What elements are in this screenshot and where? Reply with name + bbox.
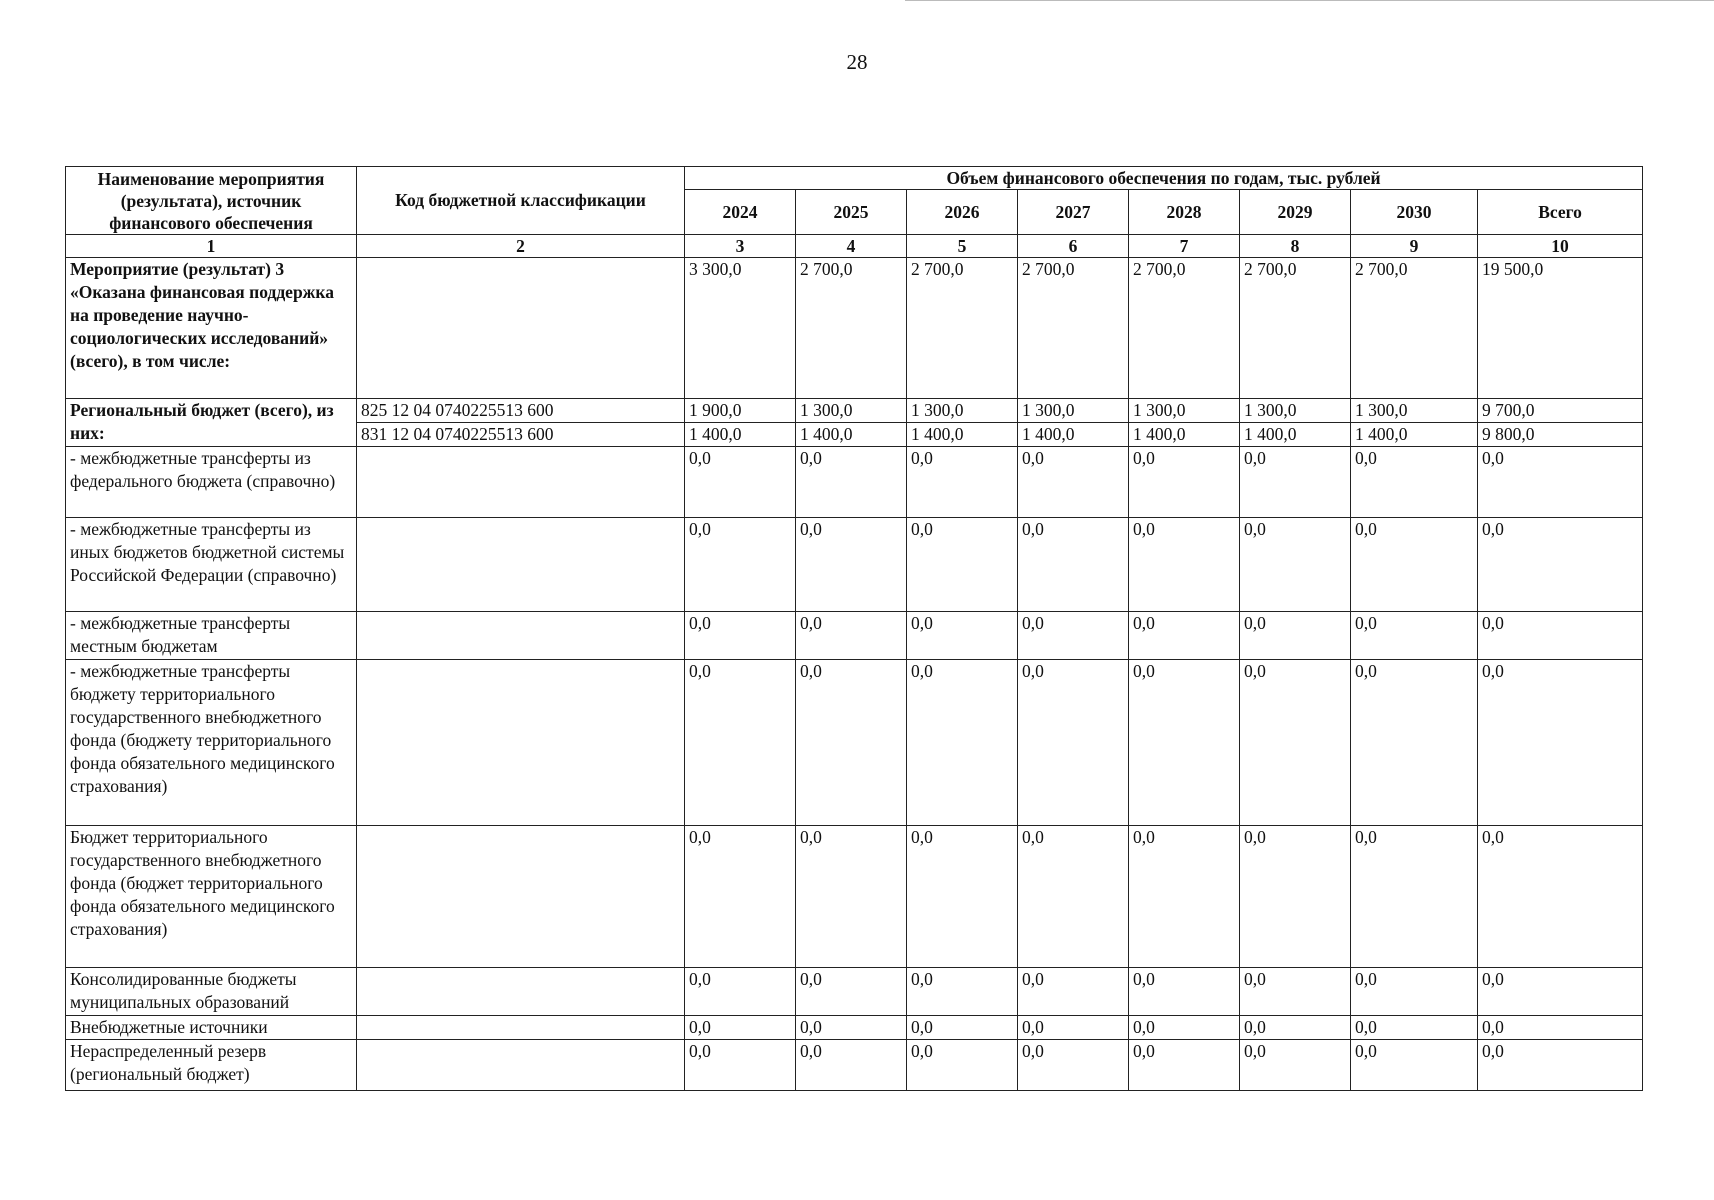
cell-value: 0,0 <box>1351 1040 1478 1091</box>
header-year: 2030 <box>1351 190 1478 235</box>
header-row-1 <box>66 167 1643 190</box>
table-row <box>66 660 1643 826</box>
header-year: 2025 <box>796 190 907 235</box>
table-row <box>66 518 1643 612</box>
cell-value: 0,0 <box>1240 826 1351 968</box>
cell-value: 0,0 <box>1351 1016 1478 1040</box>
column-index: 10 <box>1478 235 1643 258</box>
cell-value: 0,0 <box>1351 660 1478 826</box>
column-index: 2 <box>357 235 685 258</box>
cell-value: 0,0 <box>685 518 796 612</box>
cell-value: 0,0 <box>1018 660 1129 826</box>
cell-value: 0,0 <box>1018 612 1129 660</box>
table-row <box>66 258 1643 399</box>
cell-value: 0,0 <box>1018 1040 1129 1091</box>
cell-value: 0,0 <box>1129 660 1240 826</box>
cell-value: 0,0 <box>1240 1040 1351 1091</box>
financing-table <box>65 166 1643 1091</box>
cell-value: 19 500,0 <box>1478 258 1643 399</box>
cell-value: 0,0 <box>1129 1040 1240 1091</box>
row-name: Мероприятие (результат) 3 «Оказана финансовая поддержка на проведение научно-социологических исследований» (всего), в том числе: <box>66 258 357 399</box>
cell-value: 0,0 <box>685 612 796 660</box>
column-index: 5 <box>907 235 1018 258</box>
cell-value: 0,0 <box>907 826 1018 968</box>
cell-value: 1 400,0 <box>1351 423 1478 447</box>
cell-value: 0,0 <box>1478 447 1643 518</box>
cell-value: 3 300,0 <box>685 258 796 399</box>
row-name: - межбюджетные трансферты бюджету территориального государственного внебюджетного фонда (бюджету территориального фонда обязательного медицинского страхования) <box>66 660 357 826</box>
row-code <box>357 612 685 660</box>
cell-value: 0,0 <box>907 660 1018 826</box>
cell-value: 0,0 <box>1351 447 1478 518</box>
cell-value: 0,0 <box>1240 612 1351 660</box>
header-year: 2027 <box>1018 190 1129 235</box>
cell-value: 2 700,0 <box>1351 258 1478 399</box>
column-index: 9 <box>1351 235 1478 258</box>
cell-value: 0,0 <box>1129 826 1240 968</box>
cell-value: 0,0 <box>1351 518 1478 612</box>
cell-value: 0,0 <box>907 447 1018 518</box>
cell-value: 1 900,0 <box>685 399 796 423</box>
table-row <box>66 399 1643 423</box>
cell-value: 0,0 <box>1351 826 1478 968</box>
row-name: Консолидированные бюджеты муниципальных образований <box>66 968 357 1016</box>
cell-value: 0,0 <box>1478 826 1643 968</box>
cell-value: 0,0 <box>796 518 907 612</box>
cell-value: 0,0 <box>1129 1016 1240 1040</box>
cell-value: 0,0 <box>796 1040 907 1091</box>
cell-value: 0,0 <box>1240 518 1351 612</box>
row-name: Бюджет территориального государственного внебюджетного фонда (бюджет территориального фонда обязательного медицинского страхования) <box>66 826 357 968</box>
cell-value: 0,0 <box>907 968 1018 1016</box>
column-index: 1 <box>66 235 357 258</box>
row-code <box>357 258 685 399</box>
cell-value: 1 400,0 <box>907 423 1018 447</box>
cell-value: 0,0 <box>1129 518 1240 612</box>
row-code <box>357 518 685 612</box>
cell-value: 2 700,0 <box>796 258 907 399</box>
cell-value: 1 300,0 <box>1129 399 1240 423</box>
cell-value: 0,0 <box>1018 826 1129 968</box>
cell-value: 0,0 <box>1478 1016 1643 1040</box>
table-row <box>66 968 1643 1016</box>
cell-value: 1 300,0 <box>1018 399 1129 423</box>
cell-value: 0,0 <box>685 968 796 1016</box>
cell-value: 0,0 <box>796 826 907 968</box>
table-row <box>66 447 1643 518</box>
cell-value: 2 700,0 <box>1018 258 1129 399</box>
header-total: Всего <box>1478 190 1643 235</box>
row-name: Нераспределенный резерв (региональный бюджет) <box>66 1040 357 1091</box>
scan-edge-line <box>905 0 1714 1</box>
row-code: 831 12 04 0740225513 600 <box>357 423 685 447</box>
column-index: 8 <box>1240 235 1351 258</box>
header-volume: Объем финансового обеспечения по годам, тыс. рублей <box>685 167 1643 190</box>
cell-value: 0,0 <box>1018 968 1129 1016</box>
cell-value: 2 700,0 <box>907 258 1018 399</box>
row-name: Региональный бюджет (всего), из них: <box>66 399 357 447</box>
row-code <box>357 1016 685 1040</box>
cell-value: 0,0 <box>796 968 907 1016</box>
table-row <box>66 826 1643 968</box>
cell-value: 1 400,0 <box>1129 423 1240 447</box>
column-index: 7 <box>1129 235 1240 258</box>
cell-value: 0,0 <box>685 447 796 518</box>
header-year: 2029 <box>1240 190 1351 235</box>
cell-value: 0,0 <box>1478 968 1643 1016</box>
cell-value: 1 400,0 <box>796 423 907 447</box>
cell-value: 0,0 <box>796 612 907 660</box>
cell-value: 0,0 <box>1478 660 1643 826</box>
row-code <box>357 660 685 826</box>
row-code <box>357 826 685 968</box>
page-number: 28 <box>846 50 868 74</box>
cell-value: 0,0 <box>685 660 796 826</box>
row-code <box>357 1040 685 1091</box>
column-index: 3 <box>685 235 796 258</box>
cell-value: 0,0 <box>796 660 907 826</box>
cell-value: 0,0 <box>685 826 796 968</box>
table-row <box>66 1040 1643 1091</box>
cell-value: 0,0 <box>1240 447 1351 518</box>
cell-value: 0,0 <box>1240 968 1351 1016</box>
cell-value: 2 700,0 <box>1240 258 1351 399</box>
table-row <box>66 1016 1643 1040</box>
cell-value: 0,0 <box>1018 518 1129 612</box>
header-year: 2026 <box>907 190 1018 235</box>
cell-value: 1 300,0 <box>907 399 1018 423</box>
row-code <box>357 447 685 518</box>
table-row <box>66 612 1643 660</box>
header-year: 2024 <box>685 190 796 235</box>
cell-value: 0,0 <box>1018 1016 1129 1040</box>
cell-value: 9 700,0 <box>1478 399 1643 423</box>
cell-value: 0,0 <box>1478 612 1643 660</box>
cell-value: 1 400,0 <box>1018 423 1129 447</box>
cell-value: 0,0 <box>685 1040 796 1091</box>
cell-value: 0,0 <box>1129 612 1240 660</box>
cell-value: 1 300,0 <box>1351 399 1478 423</box>
cell-value: 0,0 <box>907 1040 1018 1091</box>
cell-value: 0,0 <box>1478 518 1643 612</box>
cell-value: 2 700,0 <box>1129 258 1240 399</box>
cell-value: 0,0 <box>685 1016 796 1040</box>
cell-value: 0,0 <box>1240 660 1351 826</box>
row-code <box>357 968 685 1016</box>
cell-value: 0,0 <box>907 612 1018 660</box>
cell-value: 0,0 <box>907 518 1018 612</box>
cell-value: 9 800,0 <box>1478 423 1643 447</box>
cell-value: 0,0 <box>796 1016 907 1040</box>
cell-value: 1 300,0 <box>1240 399 1351 423</box>
row-name: - межбюджетные трансферты из федерального бюджета (справочно) <box>66 447 357 518</box>
header-index-row <box>66 235 1643 258</box>
row-code: 825 12 04 0740225513 600 <box>357 399 685 423</box>
header-code: Код бюджетной классификации <box>357 167 685 235</box>
column-index: 4 <box>796 235 907 258</box>
cell-value: 0,0 <box>1129 968 1240 1016</box>
header-name: Наименование мероприятия (результата), источник финансового обеспечения <box>66 167 357 235</box>
cell-value: 0,0 <box>1129 447 1240 518</box>
header-year: 2028 <box>1129 190 1240 235</box>
cell-value: 1 400,0 <box>1240 423 1351 447</box>
row-name: - межбюджетные трансферты местным бюджетам <box>66 612 357 660</box>
cell-value: 1 300,0 <box>796 399 907 423</box>
column-index: 6 <box>1018 235 1129 258</box>
cell-value: 1 400,0 <box>685 423 796 447</box>
cell-value: 0,0 <box>1351 612 1478 660</box>
cell-value: 0,0 <box>1351 968 1478 1016</box>
cell-value: 0,0 <box>907 1016 1018 1040</box>
cell-value: 0,0 <box>1478 1040 1643 1091</box>
row-name: Внебюджетные источники <box>66 1016 357 1040</box>
row-name: - межбюджетные трансферты из иных бюджетов бюджетной системы Российской Федерации (справочно) <box>66 518 357 612</box>
cell-value: 0,0 <box>1018 447 1129 518</box>
cell-value: 0,0 <box>796 447 907 518</box>
cell-value: 0,0 <box>1240 1016 1351 1040</box>
